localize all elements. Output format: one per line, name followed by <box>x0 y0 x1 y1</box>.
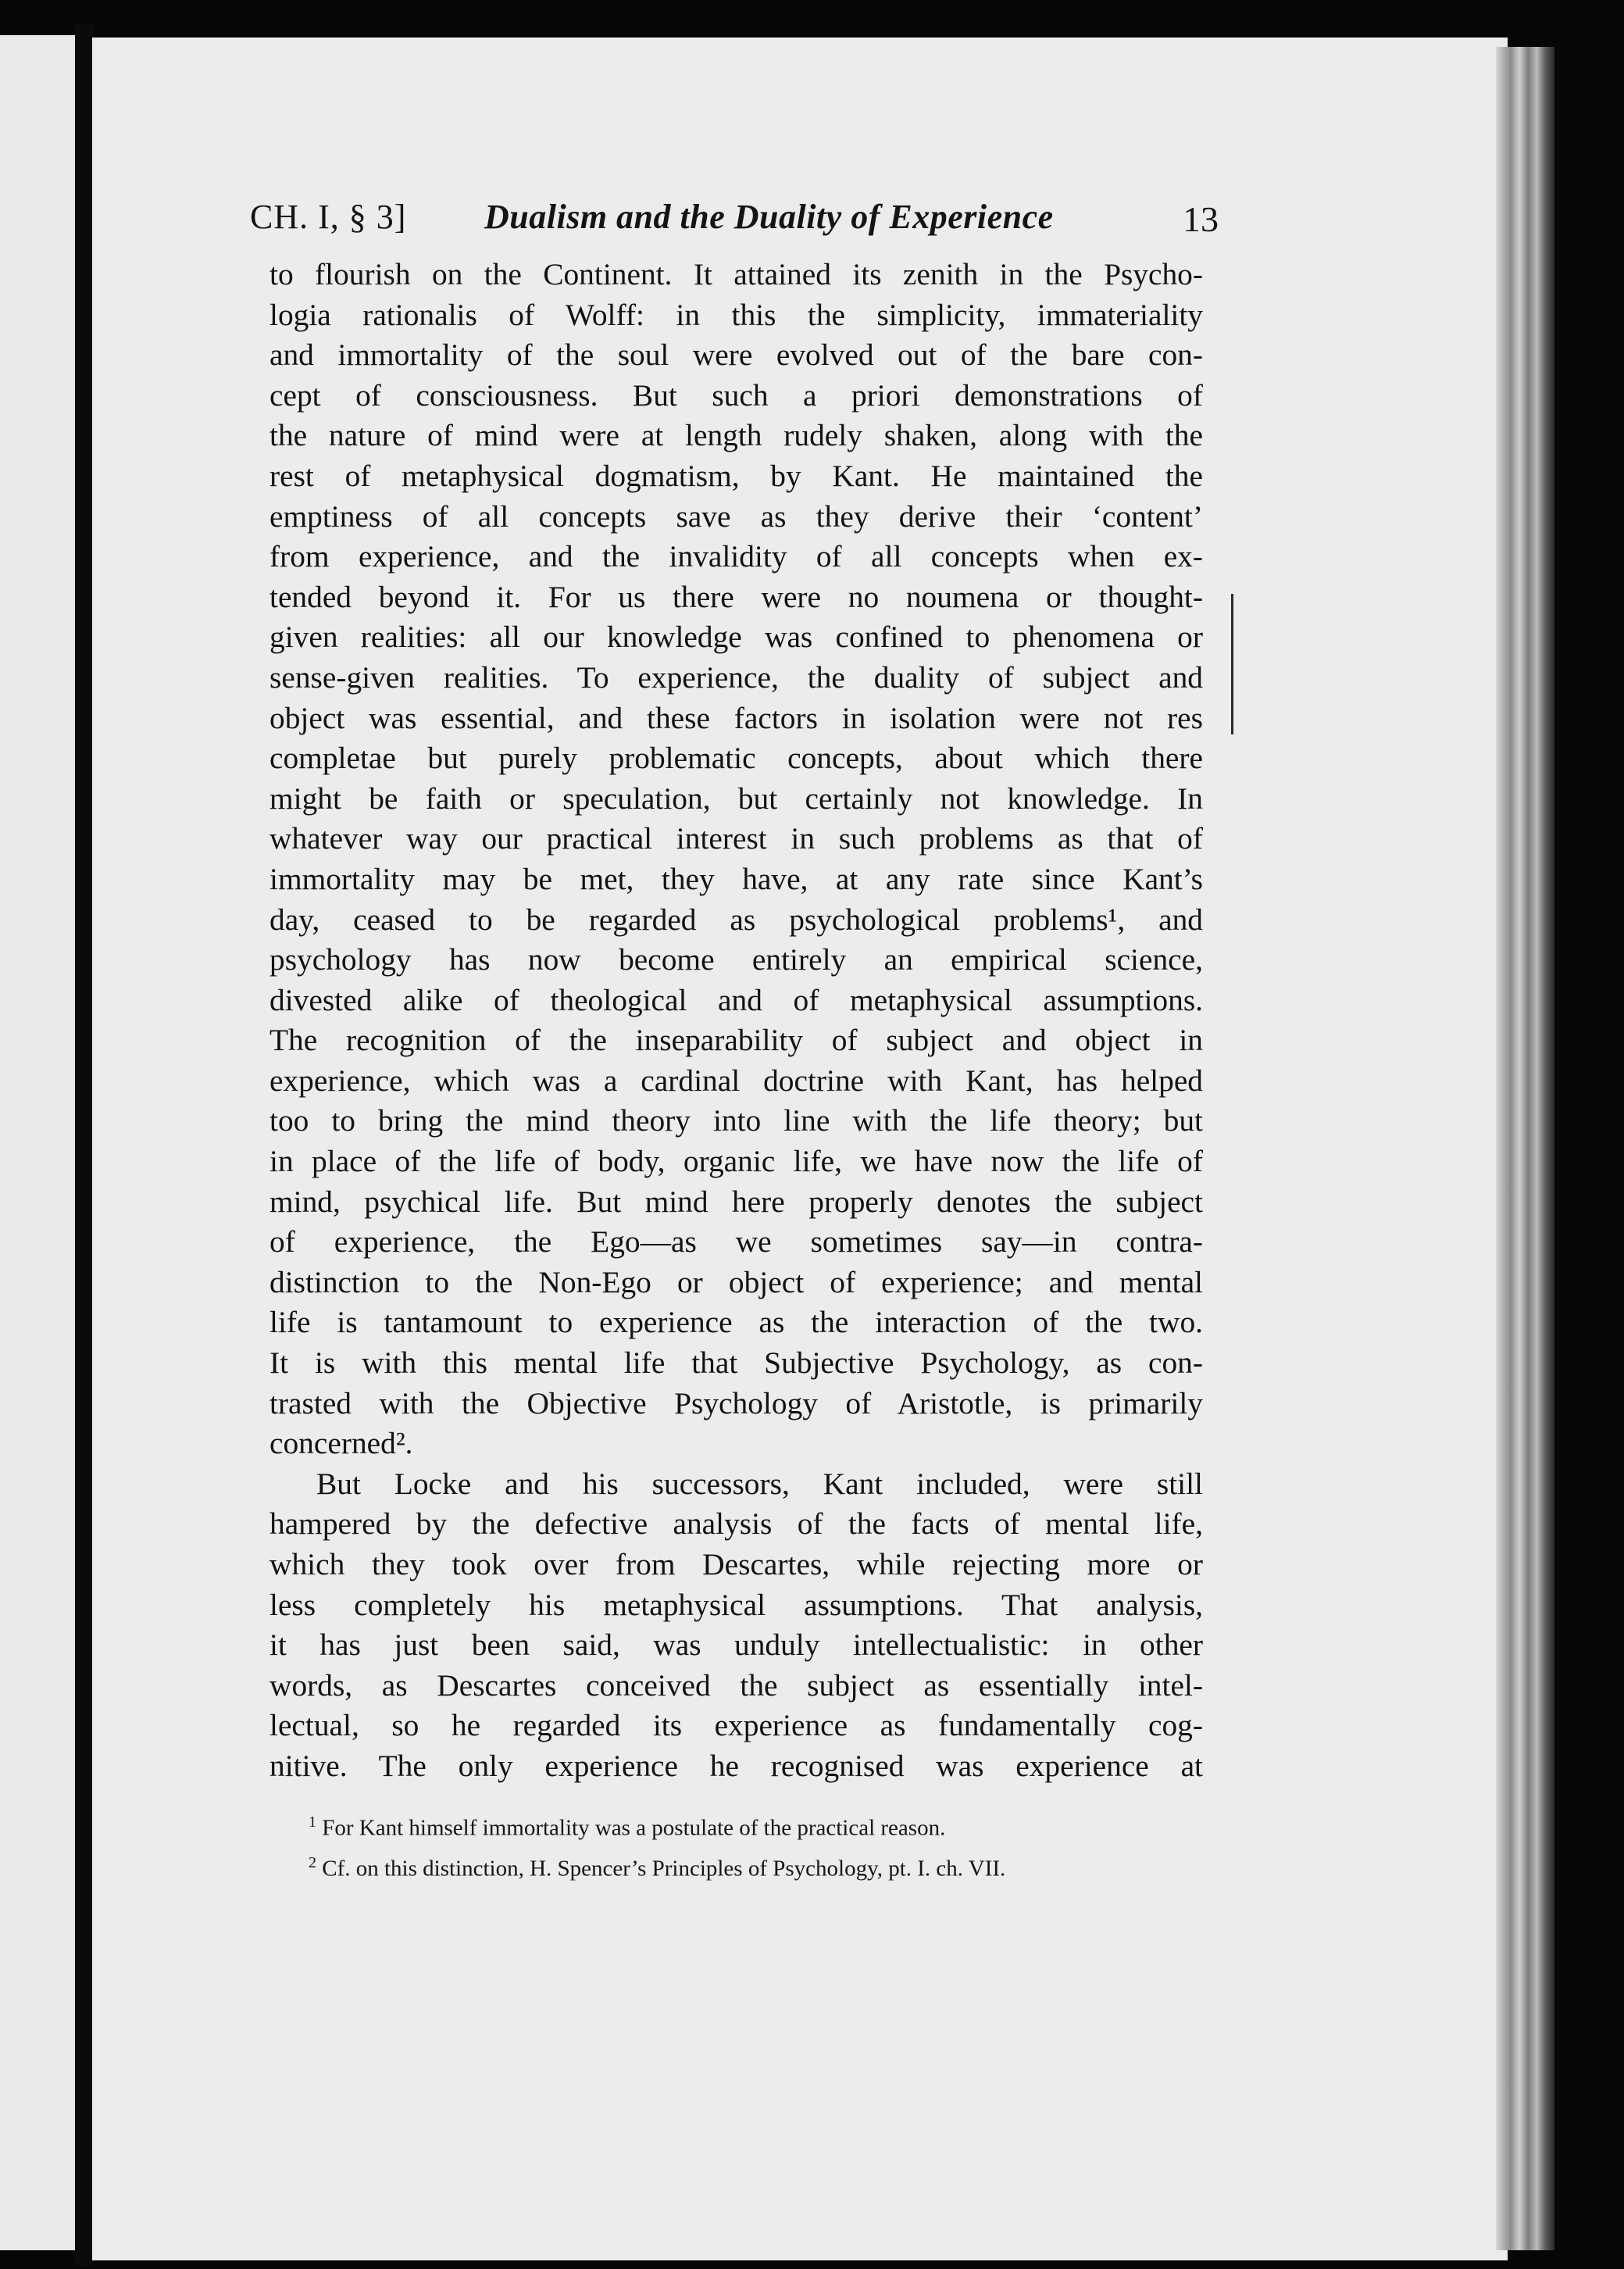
body-line: and immortality of the soul were evolved out of the bare con- <box>269 338 1203 373</box>
body-line: rest of metaphysical dogmatism, by Kant. He maintained the <box>269 458 1203 493</box>
body-line: given realities: all our knowledge was confined to phenomena or <box>269 620 1203 655</box>
body-line: object was essential, and these factors in isolation were not res <box>269 700 1203 735</box>
body-line: it has just been said, was unduly intellectualistic: in other <box>269 1628 1203 1663</box>
body-line: less completely his metaphysical assumptions. That analysis, <box>269 1587 1203 1622</box>
body-line: to flourish on the Continent. It attained its zenith in the Psycho- <box>269 257 1203 291</box>
body-line: too to bring the mind theory into line with the life theory; but <box>269 1103 1203 1138</box>
footnote-text: Cf. on this distinction, H. Spencer’s Principles of Psychology, pt. I. ch. VII. <box>322 1856 1006 1881</box>
footnotes <box>309 1805 1199 1885</box>
body-line: life is tantamount to experience as the interaction of the two. <box>269 1305 1203 1340</box>
body-line: The recognition of the inseparability of subject and object in <box>269 1023 1203 1058</box>
body-line: tended beyond it. For us there were no noumena or thought- <box>269 579 1203 614</box>
body-line: logia rationalis of Wolff: in this the simplicity, immateriality <box>269 297 1203 332</box>
footnote-2 <box>309 1846 1199 1886</box>
margin-bracket-mark <box>1225 594 1233 734</box>
footnote-mark: 1 <box>309 1813 316 1831</box>
body-line: immortality may be met, they have, at any rate since Kant’s <box>269 861 1203 896</box>
body-line: nitive. The only experience he recognised was experience at <box>269 1748 1203 1783</box>
body-line: sense-given realities. To experience, the duality of subject and <box>269 659 1203 695</box>
body-line: from experience, and the invalidity of all concepts when ex- <box>269 539 1203 574</box>
footnote-text: For Kant himself immortality was a postulate of the practical reason. <box>322 1815 946 1841</box>
body-line: lectual, so he regarded its experience as fundamentally cog- <box>269 1708 1203 1743</box>
body-line: whatever way our practical interest in such problems as that of <box>269 821 1203 856</box>
page-stack-edge <box>1496 47 1554 2250</box>
facing-page-edge <box>0 35 75 2250</box>
body-line: distinction to the Non-Ego or object of experience; and mental <box>269 1264 1203 1299</box>
body-line: trasted with the Objective Psychology of Aristotle, is primarily <box>269 1385 1203 1420</box>
footnote-1 <box>309 1805 1199 1846</box>
body-line: It is with this mental life that Subjective Psychology, as con- <box>269 1345 1203 1381</box>
body-text <box>269 255 1203 1787</box>
body-line: day, ceased to be regarded as psychological problems¹, and <box>269 902 1203 937</box>
body-line: in place of the life of body, organic life, we have now the life of <box>269 1144 1203 1179</box>
body-line: the nature of mind were at length rudely shaken, along with the <box>269 418 1203 453</box>
body-line: psychology has now become entirely an empirical science, <box>269 942 1203 977</box>
background-right <box>1554 0 1624 2269</box>
running-title: Dualism and the Duality of Experience <box>484 198 1054 236</box>
body-line: words, as Descartes conceived the subject as essentially intel- <box>269 1667 1203 1703</box>
page-number: 13 <box>1183 199 1219 239</box>
body-line: might be faith or speculation, but certainly not knowledge. In <box>269 781 1203 816</box>
body-line: of experience, the Ego—as we sometimes say—in contra- <box>269 1224 1203 1260</box>
body-line: experience, which was a cardinal doctrine with Kant, has helped <box>269 1063 1203 1098</box>
body-line: divested alike of theological and of metaphysical assumptions. <box>269 982 1203 1017</box>
body-line: emptiness of all concepts save as they derive their ‘content’ <box>269 498 1203 534</box>
body-lines <box>269 255 1203 1787</box>
footnote-mark: 2 <box>309 1853 316 1871</box>
running-head <box>250 188 1219 242</box>
book-gutter <box>75 23 94 2266</box>
body-line: hampered by the defective analysis of the facts of mental life, <box>269 1506 1203 1542</box>
body-line: completae but purely problematic concepts, about which there <box>269 741 1203 776</box>
chapter-reference: CH. I, § 3] <box>250 198 407 236</box>
body-line: which they took over from Descartes, while rejecting more or <box>269 1547 1203 1581</box>
body-line: concerned². <box>269 1426 413 1461</box>
body-line: cept of consciousness. But such a priori demonstrations of <box>269 377 1203 413</box>
body-line: But Locke and his successors, Kant included, were still <box>316 1466 1203 1501</box>
body-line: mind, psychical life. But mind here properly denotes the subject <box>269 1184 1203 1219</box>
